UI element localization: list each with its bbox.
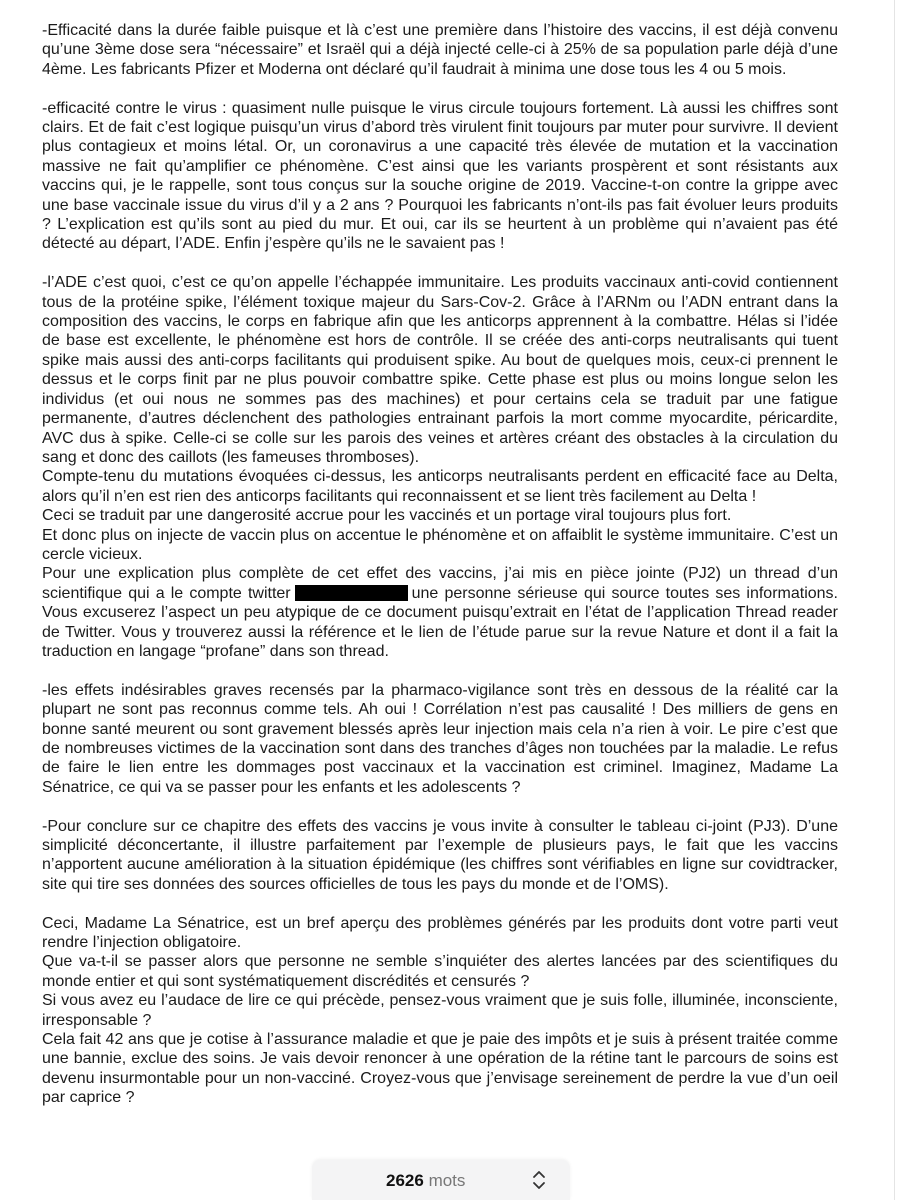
paragraph-cercle-vicieux: Et donc plus on injecte de vaccin plus on accentue le phénomène et on affaiblit le système immunitaire. C’est un cercle vicieux. [42, 526, 838, 563]
paragraph-delta: Compte-tenu du mutations évoquées ci-dessus, les anticorps neutralisants perdent en efficacité face au Delta, alors qu’il n’en est rien des anticorps facilitants qui reconnaissent et se lient très facilement au Delta ! [42, 468, 838, 505]
word-count-label [386, 1171, 465, 1191]
word-count-unit: mots [428, 1171, 466, 1190]
pj2-text-after: une personne sérieuse qui source toutes ses informations. Vous excuserez l’aspect un peu atypique de ce document puisqu’extrait en l’état de l’application Thread reader de Twitter. Vous y trouverez aussi la référence et le lien de l’étude parue sur la revue Nature et dont il a fait la traduction en langage “profane” dans son thread. [42, 584, 838, 660]
paragraph-dangerosite: Ceci se traduit par une dangerosité accrue pour les vaccinés et un portage viral toujours plus fort. [42, 507, 732, 525]
word-count-control[interactable] [312, 1160, 570, 1200]
chevron-up-down-icon[interactable] [531, 1168, 547, 1192]
paragraph-ade: -l’ADE c’est quoi, c’est ce qu’on appelle l’échappée immunitaire. Les produits vaccinaux anti-covid contiennent tous de la protéine spike, l’élément toxique majeur du Sars-Cov-2. Grâce à l’ARNm ou l’ADN entrant dans la composition des vaccins, le corps en fabrique afin que les anticorps apprennent à la combattre. Hélas si l’idée de base est excellente, le phénomène est hors de contrôle. Il se créée des anti-corps neutralisants qui tuent spike mais aussi des anti-corps facilitants qui produisent spike. Au bout de quelques mois, ceux-ci prennent le dessus et le corps finit par ne plus pouvoir combattre spike. Cette phase est plus ou moins longue selon les individus (et oui nous ne sommes pas des machines) et pour certains cela se traduit par une fatigue permanente, d’autres déclenchent des pathologies entrainant parfois la mort comme myocardite, péricardite, AVC dus à spike. Celle-ci se colle sur les parois des veines et artères créant des obstacles à la circulation du sang et donc des caillots (les fameuses thromboses). [42, 274, 838, 466]
paragraph-audace: Si vous avez eu l’audace de lire ce qui précède, pensez-vous vraiment que je suis folle, illuminée, inconsciente, irresponsable ? [42, 992, 838, 1029]
paragraph-assurance-maladie: Cela fait 42 ans que je cotise à l’assurance maladie et que je paie des impôts et je suis à présent traitée comme une bannie, exclue des soins. Je vais devoir renoncer à une opération de la rétine tant le parcours de soins est devenu insurmontable pour un non-vacciné. Croyez-vous que j’envisage sereinement de perdre la vue d’un oeil par caprice ? [42, 1031, 838, 1107]
paragraph-bref-apercu: Ceci, Madame La Sénatrice, est un bref aperçu des problèmes générés par les produits dont votre parti veut rendre l’injection obligatoire. [42, 914, 838, 952]
document-body[interactable] [42, 21, 838, 1108]
paragraph-effets-indesirables: -les effets indésirables graves recensés par la pharmaco-vigilance sont très en dessous de la réalité car la plupart ne sont pas reconnus comme tels. Ah oui ! Corrélation n’est pas causalité ! Des milliers de gens en bonne santé meurent ou sont gravement blessés après leur injection mais cela n’a rien à voir. Le pire c’est que de nombreuses victimes de la vaccination sont dans des tranches d’âges non touchées par la maladie. Le refus de faire le lien entre les dommages post vaccinaux et la vaccination est criminel. Imaginez, Madame La Sénatrice, ce qui va se passer pour les enfants et les adolescents ? [42, 681, 838, 796]
paragraph-efficacite-virus: -efficacité contre le virus : quasiment nulle puisque le virus circule toujours fortement. Là aussi les chiffres sont clairs. Et de fait c’est logique puisqu’un virus d’abord très virulent finit toujours par muter pour survivre. Il devient plus contagieux et moins létal. Or, un coronavirus a une capacité très élevée de mutation et la vaccination massive ne fait qu’amplifier ce phénomène. C’est ainsi que les variants prospèrent et sont résistants aux vaccins qui, je le rappelle, sont tous conçus sur la souche origine de 2019. Vaccine-t-on contre la grippe avec une base vaccinale issue du virus d’il y a 2 ans ? Pourquoi les fabricants n’ont-ils pas fait évoluer leurs produits ? L’explication est qu’ils sont au pied du mur. Et oui, car ils se heurtent à un problème qui n’avaient pas été détecté au départ, l’ADE. Enfin j’espère qu’ils ne le savaient pas ! [42, 99, 838, 253]
word-count-value: 2626 [386, 1171, 424, 1190]
paragraph-conclusion-pj3: -Pour conclure sur ce chapitre des effets des vaccins je vous invite à consulter le tableau ci-joint (PJ3). D’une simplicité déconcertante, il illustre parfaitement par l’exemple de plusieurs pays, le fait que les vaccins n’apportent aucune amélioration à la situation épidémique (les chiffres sont vérifiables en ligne sur covidtracker, site qui tire ses données des sources officielles de tous les pays du monde et de l’OMS). [42, 817, 838, 893]
paragraph-efficacite-duree: -Efficacité dans la durée faible puisque et là c’est une première dans l’histoire des vaccins, il est déjà convenu qu’une 3ème dose sera “nécessaire” et Israël qui a déjà injecté celle-ci à 25% de sa population parle déjà d’une 4ème. Les fabricants Pfizer et Moderna ont déclaré qu’il faudrait à minima une dose tous les 4 ou 5 mois. [42, 22, 838, 78]
page-edge-divider [894, 0, 895, 1200]
paragraph-alertes: Que va-t-il se passer alors que personne ne semble s’inquiéter des alertes lancées par des scientifiques du monde entier et qui sont systématiquement discrédités et censurés ? [42, 953, 838, 990]
redacted-twitter-handle [295, 585, 408, 601]
pj2-text-before: Pour une explication plus complète de cet effet des vaccins, j’ai mis en pièce jointe (PJ2) un thread d’un scientifique qui a le compte twitter [42, 565, 838, 602]
paragraph-explication-pj2 [42, 564, 838, 661]
